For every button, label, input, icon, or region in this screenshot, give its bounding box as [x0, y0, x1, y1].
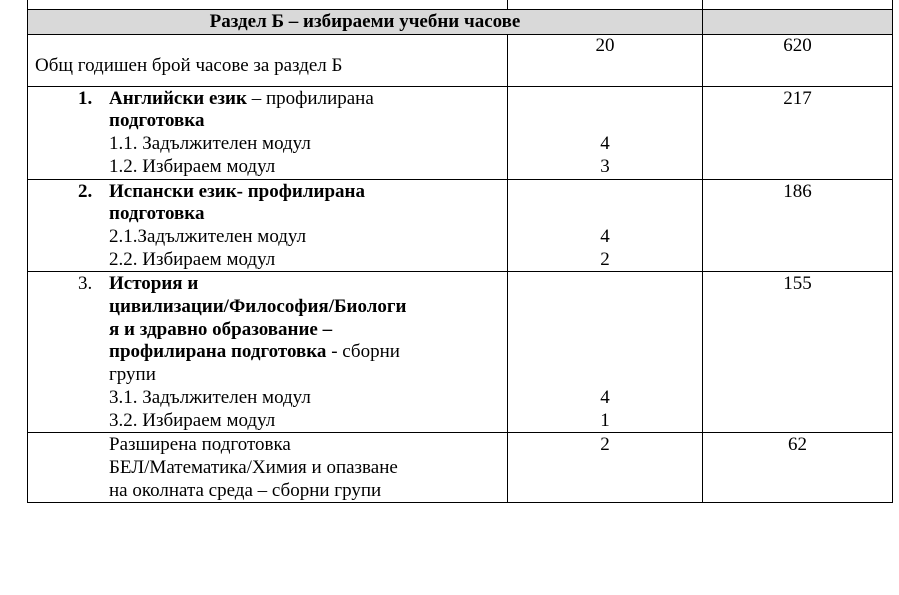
item-2-sub-2-label: 2.2. Избираем модул: [109, 248, 276, 270]
table-row-item-2: [28, 179, 893, 272]
item-3-hours: [508, 272, 703, 433]
section-header-row: [28, 10, 893, 35]
item-1-title-line-2: подготовка: [109, 110, 205, 132]
extended-line-3: на околната среда – сборни групи: [109, 479, 382, 501]
item-3-title: [28, 273, 507, 387]
item-2-sub-1-hours: 4: [600, 225, 610, 247]
extended-line-1: Разширена подготовка: [109, 434, 291, 456]
curriculum-table: [27, 0, 893, 503]
item-2-annual: 186: [703, 179, 893, 272]
item-1-title: [28, 88, 507, 133]
item-2-title: [28, 181, 507, 226]
item-3-annual: 155: [703, 272, 893, 433]
table-row-item-1: [28, 86, 893, 179]
item-3-title-line-1: История и: [109, 273, 199, 295]
item-3-title-last: групи: [109, 364, 156, 386]
item-2-number: 2.: [78, 180, 93, 202]
item-3-sub-1-label: 3.1. Задължителен модул: [109, 386, 311, 408]
extended-annual: 62: [703, 433, 893, 503]
table-row-item-3: [28, 272, 893, 433]
item-1-sub-2-hours: 3: [600, 155, 610, 177]
item-2-title-line-1: Испански език- профилирана: [109, 180, 365, 202]
extended-line-2: БЕЛ/Математика/Химия и опазване: [109, 456, 398, 478]
table-row-extended: [28, 433, 893, 503]
item-2-hours: [508, 179, 703, 272]
item-1-title-line-1: Английски език: [109, 87, 247, 109]
item-2-title-line-2: подготовка: [109, 203, 205, 225]
item-3-title-line-4: профилирана подготовка: [109, 341, 327, 363]
total-annual: 620: [703, 35, 893, 87]
table-row-total: [28, 35, 893, 87]
item-3-sub-2-label: 3.2. Избираем модул: [109, 409, 276, 431]
section-title: [28, 10, 703, 35]
item-1-sub-1-hours: 4: [600, 133, 610, 155]
item-2-sub-1-label: 2.1.Задължителен модул: [109, 225, 307, 247]
table-row-top-cutoff: [28, 0, 893, 10]
item-2-sub-2-hours: 2: [600, 248, 610, 270]
total-weekly: 20: [508, 35, 703, 87]
item-1-sub-2-label: 1.2. Избираем модул: [109, 155, 276, 177]
extended-weekly: 2: [508, 433, 703, 503]
item-3-title-line-2: цивилизации/Философия/Биологи: [109, 296, 407, 318]
total-label: Общ годишен брой часове за раздел Б: [35, 55, 343, 76]
item-3-sub-2-hours: 1: [600, 409, 610, 431]
item-3-title-tail: - сборни: [326, 341, 400, 363]
item-1-hours: [508, 86, 703, 179]
item-3-title-line-3: я и здравно образование –: [109, 318, 333, 340]
section-title-text: Раздел Б – избираеми учебни часове: [209, 11, 521, 32]
item-3-number: 3.: [78, 273, 93, 295]
item-1-sub-1-label: 1.1. Задължителен модул: [109, 133, 311, 155]
item-1-annual: 217: [703, 86, 893, 179]
item-1-number: 1.: [78, 87, 93, 109]
item-1-title-suffix: – профилирана: [246, 87, 374, 109]
item-3-sub-1-hours: 4: [600, 386, 610, 408]
